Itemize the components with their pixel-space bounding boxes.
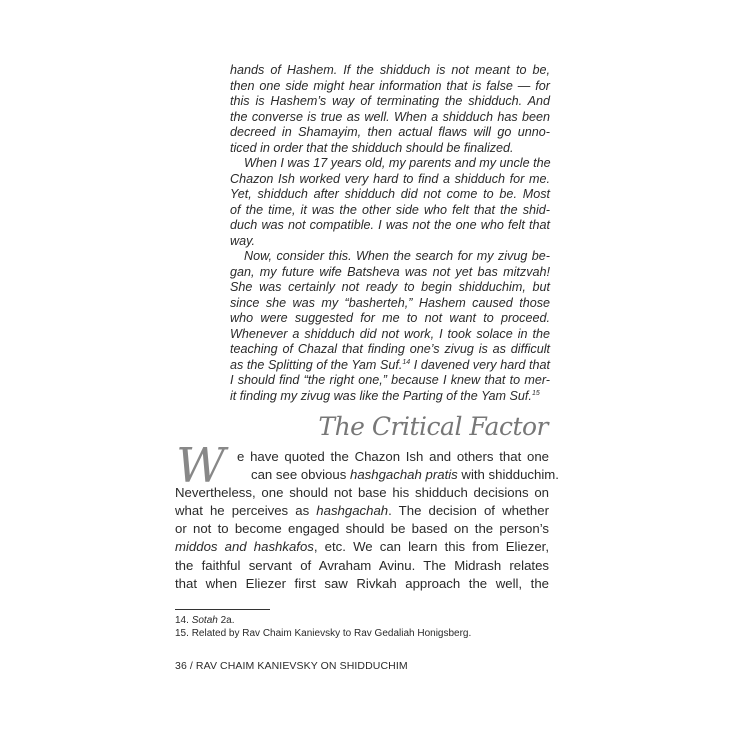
text-line [230,94,550,110]
text-line [175,448,549,466]
text-run: can see obvious [251,467,350,483]
text-run: the converse is true as well. When a shidduch has been [230,109,550,124]
text-run: Yet, shidduch after shidduch did not come to be. Most [230,187,550,201]
text-run: of the time, it was the other side who felt that the shid- [230,202,550,217]
text-line [230,358,550,374]
text-line [230,327,550,343]
text-line [230,373,550,389]
text-run: e have quoted the Chazon Ish and others that one [237,449,549,464]
text-line [230,280,550,296]
footnote-ref: 15 [531,389,540,397]
text-run: She was certainly not ready to begin shidduchim, but [230,280,550,294]
text-run: hashgachah [316,503,389,519]
text-line [230,265,550,281]
text-line [175,557,549,575]
text-line [230,125,550,141]
text-line [230,187,550,203]
text-run: gan, my future wife Batsheva was not yet bas mitzvah! [230,264,550,279]
text-line [175,575,549,593]
text-line [230,342,550,358]
text-run: Whenever a shidduch did not work, I took solace in the [230,326,550,341]
text-run: way. [230,233,255,248]
text-run: hashgachah pratis [349,467,458,483]
text-line [230,249,550,265]
text-line [175,502,549,520]
footnote [175,614,471,627]
text-run: it finding my zivug was like the Parting of the Yam Suf. [230,388,532,403]
text-run: I davened very hard that [410,357,551,372]
text-line [175,484,549,502]
footnote-number: 15. [175,628,192,639]
text-line [230,79,550,95]
text-run: as the Splitting of the Yam Suf. [230,357,403,372]
text-run: I should find “the right one,” because I knew that to mer- [230,373,550,387]
text-line [175,466,559,484]
text-run: Now, consider this. When the search for my zivug be- [244,249,550,263]
text-run: Related by Rav Chaim Kanievsky to Rav Gedaliah Honigsberg. [191,628,472,639]
text-line [230,203,550,219]
text-run: . The decision of whether [388,503,549,519]
text-run: the faithful servant of Avraham Avinu. The Midrash relates [175,557,549,573]
text-line [230,110,550,126]
text-run: 2a. [217,615,235,626]
text-run: Sotah [191,615,218,626]
footnote-divider [175,609,270,610]
text-line [175,520,549,538]
text-line [230,172,550,188]
footnotes [175,614,471,640]
text-run: or not to become engaged should be based on the person’s [175,521,549,537]
text-line [230,311,550,327]
text-line [230,141,550,157]
text-run: decreed in Shamayim, then actual flaws will go unno- [230,125,550,139]
text-line [230,296,550,312]
footnote [175,627,471,640]
text-run: with shidduchim. [457,467,559,483]
section-heading: The Critical Factor [318,412,548,441]
text-run: hands of Hashem. If the shidduch is not meant to be, [230,63,550,77]
text-run: Nevertheless, one should not base his shidduch decisions on [175,485,549,501]
footnote-ref: 14 [402,358,411,366]
text-run: this is Hashem’s way of terminating the shidduch. And [230,94,550,108]
text-run: , etc. We can learn this from Eliezer, [313,539,549,555]
text-run: duch was not compatible. I was not the one who felt that [230,218,550,232]
text-run: that when Eliezer first saw Rivkah approach the well, the [175,575,549,591]
text-line [175,538,549,556]
text-line [230,156,550,172]
text-run: since she was my “basherteh,” Hashem caused those [230,295,550,310]
text-run: middos and hashkafos [175,539,314,555]
body-text [175,448,559,593]
block-quote [230,63,550,404]
text-line [230,234,550,250]
text-line [230,389,550,405]
text-run: who were suggested for me to not want to proceed. [230,311,550,325]
text-run: then one side might hear information that is false — for [230,78,550,93]
text-line [230,63,550,79]
running-footer: 36 / RAV CHAIM KANIEVSKY ON SHIDDUCHIM [175,660,408,672]
text-line [230,218,550,234]
text-run: When I was 17 years old, my parents and my uncle the [244,156,551,170]
drop-cap: W [176,438,226,494]
text-run: ticed in order that the shidduch should be finalized. [230,140,514,155]
footnote-number: 14. [175,615,192,626]
text-run: teaching of Chazal that finding one’s zivug is as difficult [230,342,550,356]
text-run: Chazon Ish worked very hard to find a shidduch for me. [230,171,550,186]
text-run: what he perceives as [175,503,317,519]
